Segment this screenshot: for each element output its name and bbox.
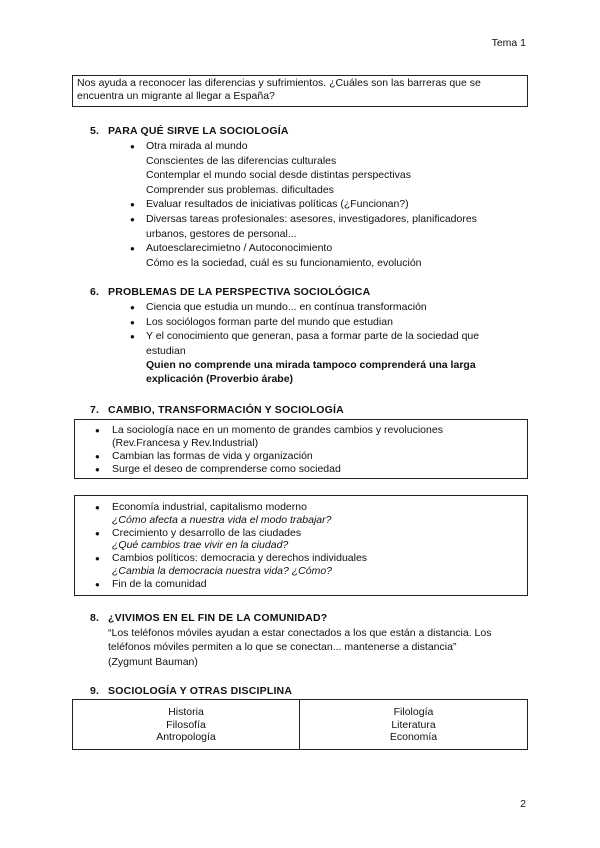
list-item: Otra mirada al mundo xyxy=(146,140,248,152)
section-9-title: SOCIOLOGÍA Y OTRAS DISCIPLINA xyxy=(108,685,293,697)
proverb-quote: explicación (Proverbio árabe) xyxy=(146,373,294,385)
bullet-icon: ● xyxy=(95,528,100,538)
section-5-title: PARA QUÉ SIRVE LA SOCIOLOGÍA xyxy=(108,125,289,137)
header-tema: Tema 1 xyxy=(491,37,526,49)
bauman-quote: “Los teléfonos móviles ayudan a estar conectados a los que están a distancia. Los xyxy=(108,627,492,639)
intro-line: Nos ayuda a reconocer las diferencias y sufrimientos. ¿Cuáles son las barreras que se xyxy=(77,77,481,89)
bullet-icon: ● xyxy=(130,244,135,254)
section-8-number: 8. xyxy=(90,612,100,624)
list-item: Crecimiento y desarrollo de las ciudades xyxy=(112,526,302,539)
list-item: Cambian las formas de vida y organización xyxy=(112,450,313,462)
discipline-item: Filología xyxy=(393,706,434,718)
bullet-icon: ● xyxy=(130,317,135,327)
intro-line: encuentra un migrante al llegar a España? xyxy=(77,90,275,102)
disciplines-right-cell xyxy=(300,706,527,744)
section-7-title: CAMBIO, TRANSFORMACIÓN Y SOCIOLOGÍA xyxy=(108,404,344,416)
section-6-title: PROBLEMAS DE LA PERSPECTIVA SOCIOLÓGICA xyxy=(108,286,371,298)
list-item: Fin de la comunidad xyxy=(112,577,207,590)
section-5-number: 5. xyxy=(90,125,100,137)
list-item: (Rev.Francesa y Rev.Industrial) xyxy=(112,437,259,449)
list-item: Surge el deseo de comprenderse como sociedad xyxy=(112,463,341,475)
list-item: ¿Cambia la democracia nuestra vida? ¿Cómo? xyxy=(112,565,333,577)
list-item: La sociología nace en un momento de grandes cambios y revoluciones xyxy=(112,424,443,436)
bullet-icon: ● xyxy=(95,503,100,512)
list-item: Economía industrial, capitalismo moderno xyxy=(112,501,307,513)
disciplines-left-cell xyxy=(73,706,299,744)
list-item: Comprender sus problemas. dificultades xyxy=(146,183,334,196)
bullet-icon: ● xyxy=(130,200,135,210)
discipline-item: Filosofía xyxy=(166,718,206,731)
list-item: ¿Qué cambios trae vivir en la ciudad? xyxy=(112,539,289,552)
bullet-icon: ● xyxy=(95,426,100,435)
disciplines-table xyxy=(72,699,528,750)
bullet-icon: ● xyxy=(95,465,100,474)
list-item: Cambios políticos: democracia y derechos individuales xyxy=(112,552,368,565)
discipline-item: Economía xyxy=(389,731,438,743)
discipline-item: Historia xyxy=(168,706,204,718)
list-item: Los sociólogos forman parte del mundo que estudian xyxy=(146,315,393,328)
proverb-quote: Quien no comprende una mirada tampoco comprenderá una larga xyxy=(146,359,476,371)
bullet-icon: ● xyxy=(130,142,135,151)
bauman-quote: teléfonos móviles permiten a lo que se conectan... mantenerse a distancia” xyxy=(108,641,457,653)
list-item: Conscientes de las diferencias culturales xyxy=(146,154,337,167)
page-number: 2 xyxy=(520,798,526,810)
list-item: estudian xyxy=(146,344,186,357)
intro-box xyxy=(72,75,528,107)
list-item: Cómo es la sociedad, cuál es su funcionamiento, evolución xyxy=(146,256,422,269)
discipline-item: Antropología xyxy=(156,731,216,743)
bullet-icon: ● xyxy=(130,303,135,312)
bullet-icon: ● xyxy=(95,579,100,589)
bullet-icon: ● xyxy=(130,332,135,342)
discipline-item: Literatura xyxy=(391,718,436,731)
list-item: Contemplar el mundo social desde distintas perspectivas xyxy=(146,169,411,182)
list-item: urbanos, gestores de personal... xyxy=(146,227,297,240)
list-item: Y el conocimiento que generan, pasa a formar parte de la sociedad que xyxy=(146,330,480,343)
list-item: Evaluar resultados de iniciativas políticas (¿Funcionan?) xyxy=(146,198,409,211)
section-7-number: 7. xyxy=(90,404,100,416)
list-item: Diversas tareas profesionales: asesores, investigadores, planificadores xyxy=(146,213,477,225)
bullet-icon: ● xyxy=(130,215,135,224)
bullet-icon: ● xyxy=(95,452,100,461)
bullet-icon: ● xyxy=(95,554,100,564)
section-9-number: 9. xyxy=(90,685,100,697)
list-item: Autoesclarecimietno / Autoconocimiento xyxy=(146,242,333,255)
section-8-title: ¿VIVIMOS EN EL FIN DE LA COMUNIDAD? xyxy=(108,612,328,624)
list-item: Ciencia que estudia un mundo... en contínua transformación xyxy=(146,301,427,313)
section-6-number: 6. xyxy=(90,286,100,298)
list-item: ¿Cómo afecta a nuestra vida el modo trabajar? xyxy=(112,513,332,526)
bauman-author: (Zygmunt Bauman) xyxy=(108,656,198,668)
